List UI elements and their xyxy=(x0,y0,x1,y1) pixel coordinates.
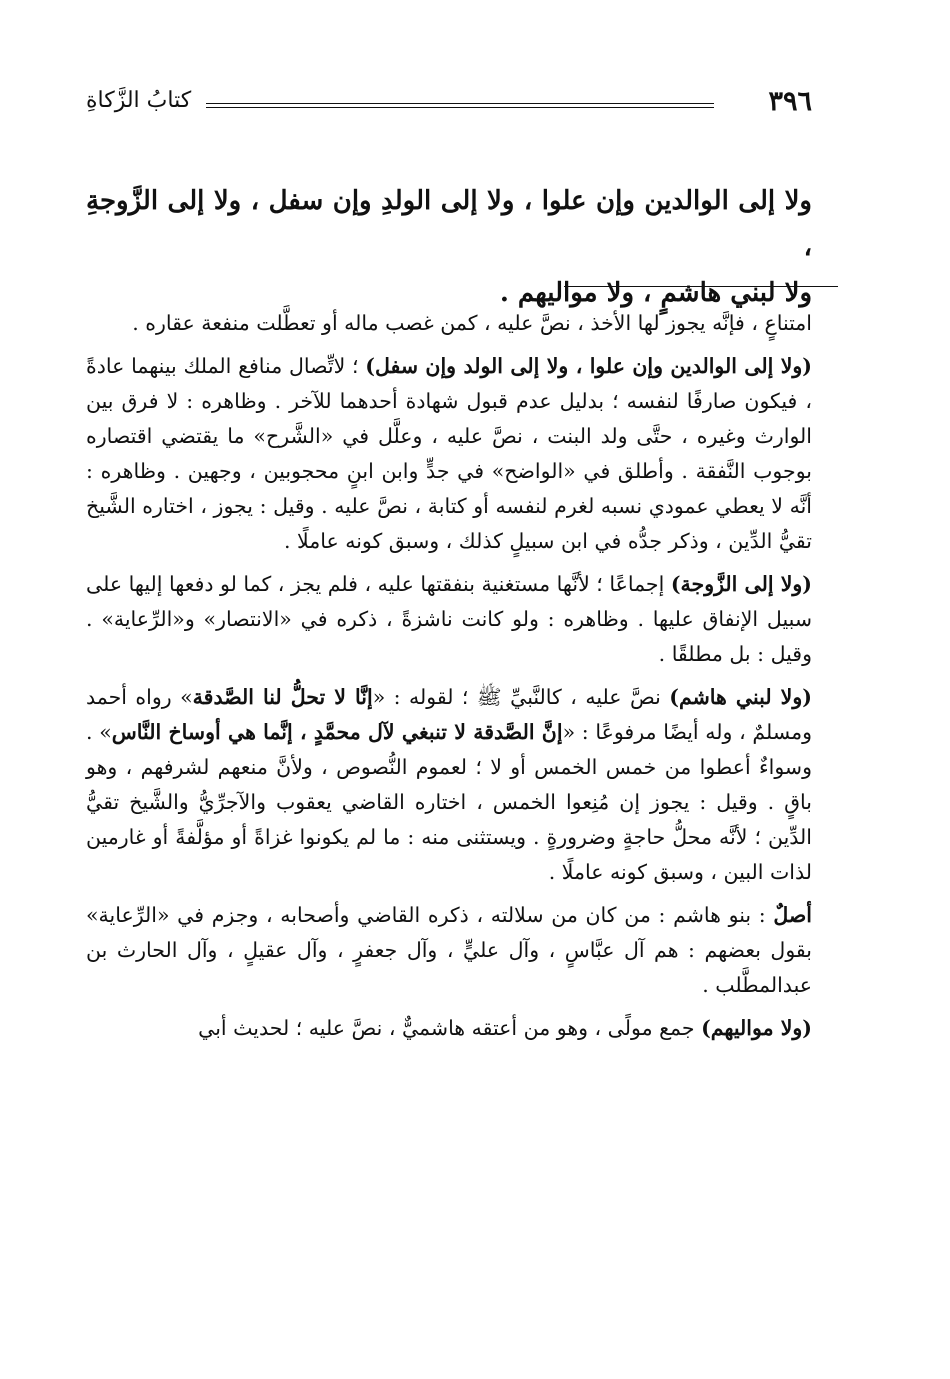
paragraph-text: : بنو هاشم : من كان من سلالته ، ذكره القاضي وأصحابه ، وجزم في «الرِّعاية» بقول بعضهم : هم آل عبَّاسٍ ، وآل عليٍّ ، وآل جعفرٍ ، وآل عقيلٍ ، وآل الحارث بن عبدالمطَّلب . xyxy=(86,903,812,997)
commentary-paragraph xyxy=(86,567,812,672)
paragraph-text: امتناعٍ ، فإنَّه يجوز لها الأخذ ، نصَّ عليه ، كمن غصب ماله أو تعطَّلت منفعة عقاره . xyxy=(132,311,812,335)
main-text-line: ولا لبني هاشمٍ ، ولا مواليهم . xyxy=(499,278,812,308)
quoted-main-text: (ولا لبني هاشم) xyxy=(669,685,812,709)
commentary-paragraph xyxy=(86,349,812,559)
paragraph-text: ؛ لاتِّصال منافع الملك بينهما عادةً ، فيكون صارفًا لنفسه ؛ بدليل عدم قبول شهادة أحدهما للآخر . وظاهره : لا فرق بين الوارث وغيره ، حتَّى ولد البنت ، نصَّ عليه ، وعلَّل في «الشَّرح» ما يقتضي اقتصاره بوجوب النَّفقة . وأطلق في «الواضح» في جدٍّ وابن ابنٍ محجوبين ، وجهين . وظاهره : أنَّه لا يعطي عمودي نسبه لغرم لنفسه أو كتابة ، نصَّ عليه . وقيل : يجوز ، اختاره الشَّيخ تقيُّ الدِّين ، وذكر جدُّه في ابن سبيلٍ كذلك ، وسبق كونه عاملًا . xyxy=(86,354,812,553)
commentary-paragraph xyxy=(86,680,812,890)
commentary-paragraph xyxy=(86,898,812,1003)
page-header xyxy=(86,84,812,124)
quoted-main-text: (ولا إلى الزَّوجة) xyxy=(670,572,813,596)
quoted-main-text: (ولا إلى الوالدين وإن علوا ، ولا إلى الولد وإن سفل) xyxy=(365,354,812,378)
hadith-quote: إنَّا لا تحلُّ لنا الصَّدقة xyxy=(192,685,373,709)
quoted-main-text: (ولا مواليهم) xyxy=(701,1016,812,1040)
section-heading: أصلٌ xyxy=(773,903,812,927)
paragraph-text: إجماعًا ؛ لأنَّها مستغنية بنفقتها عليه ، فلم يجز ، كما لو دفعها إليها على سبيل الإنفاق عليها . وظاهره : ولو كانت ناشزةً ، ذكره في «الانتصار» و«الرِّعاية» . وقيل : بل مطلقًا . xyxy=(86,572,812,666)
running-title: كتابُ الزَّكاةِ xyxy=(86,88,192,113)
paragraph-text: نصَّ عليه ، كالنَّبيِّ ﷺ ؛ لقوله : « xyxy=(372,685,661,709)
commentary xyxy=(86,306,812,1054)
commentary-separator xyxy=(564,286,838,287)
paragraph-text: جمع مولًى ، وهو من أعتقه هاشميٌّ ، نصَّ عليه ؛ لحديث أبي xyxy=(198,1016,695,1040)
commentary-paragraph xyxy=(86,1011,812,1046)
main-text-line: ولا إلى الوالدين وإن علوا ، ولا إلى الولدِ وإن سفل ، ولا إلى الزَّوجةِ ، xyxy=(86,186,812,262)
page-number: ٣٩٦ xyxy=(768,86,812,117)
hadith-quote: إنَّ الصَّدقة لا تنبغي لآل محمَّدٍ ، إنَّما هي أوساخ النَّاس xyxy=(111,720,563,744)
paragraph-text: » . وسواءٌ أعطوا من خمس الخمس أو لا ؛ لعموم النُّصوص ، ولأنَّ منعهم لشرفهم ، وهو باقٍ . وقيل : يجوز إن مُنِعوا الخمس ، اختاره القاضي يعقوب والآجرِّيُّ والشَّيخ تقيُّ الدِّين ؛ لأنَّه محلُّ حاجةٍ وضرورةٍ . ويستثنى منه : ما لم يكونوا غزاةً أو مؤلَّفةً أو غارمين لذات البين ، وسبق كونه عاملًا . xyxy=(86,720,812,884)
main-text xyxy=(86,178,812,316)
paragraph-text: » رواه أحمد ومسلمٌ ، وله أيضًا مرفوعًا : « xyxy=(86,685,813,744)
commentary-paragraph xyxy=(86,306,812,341)
header-rule xyxy=(206,103,714,108)
